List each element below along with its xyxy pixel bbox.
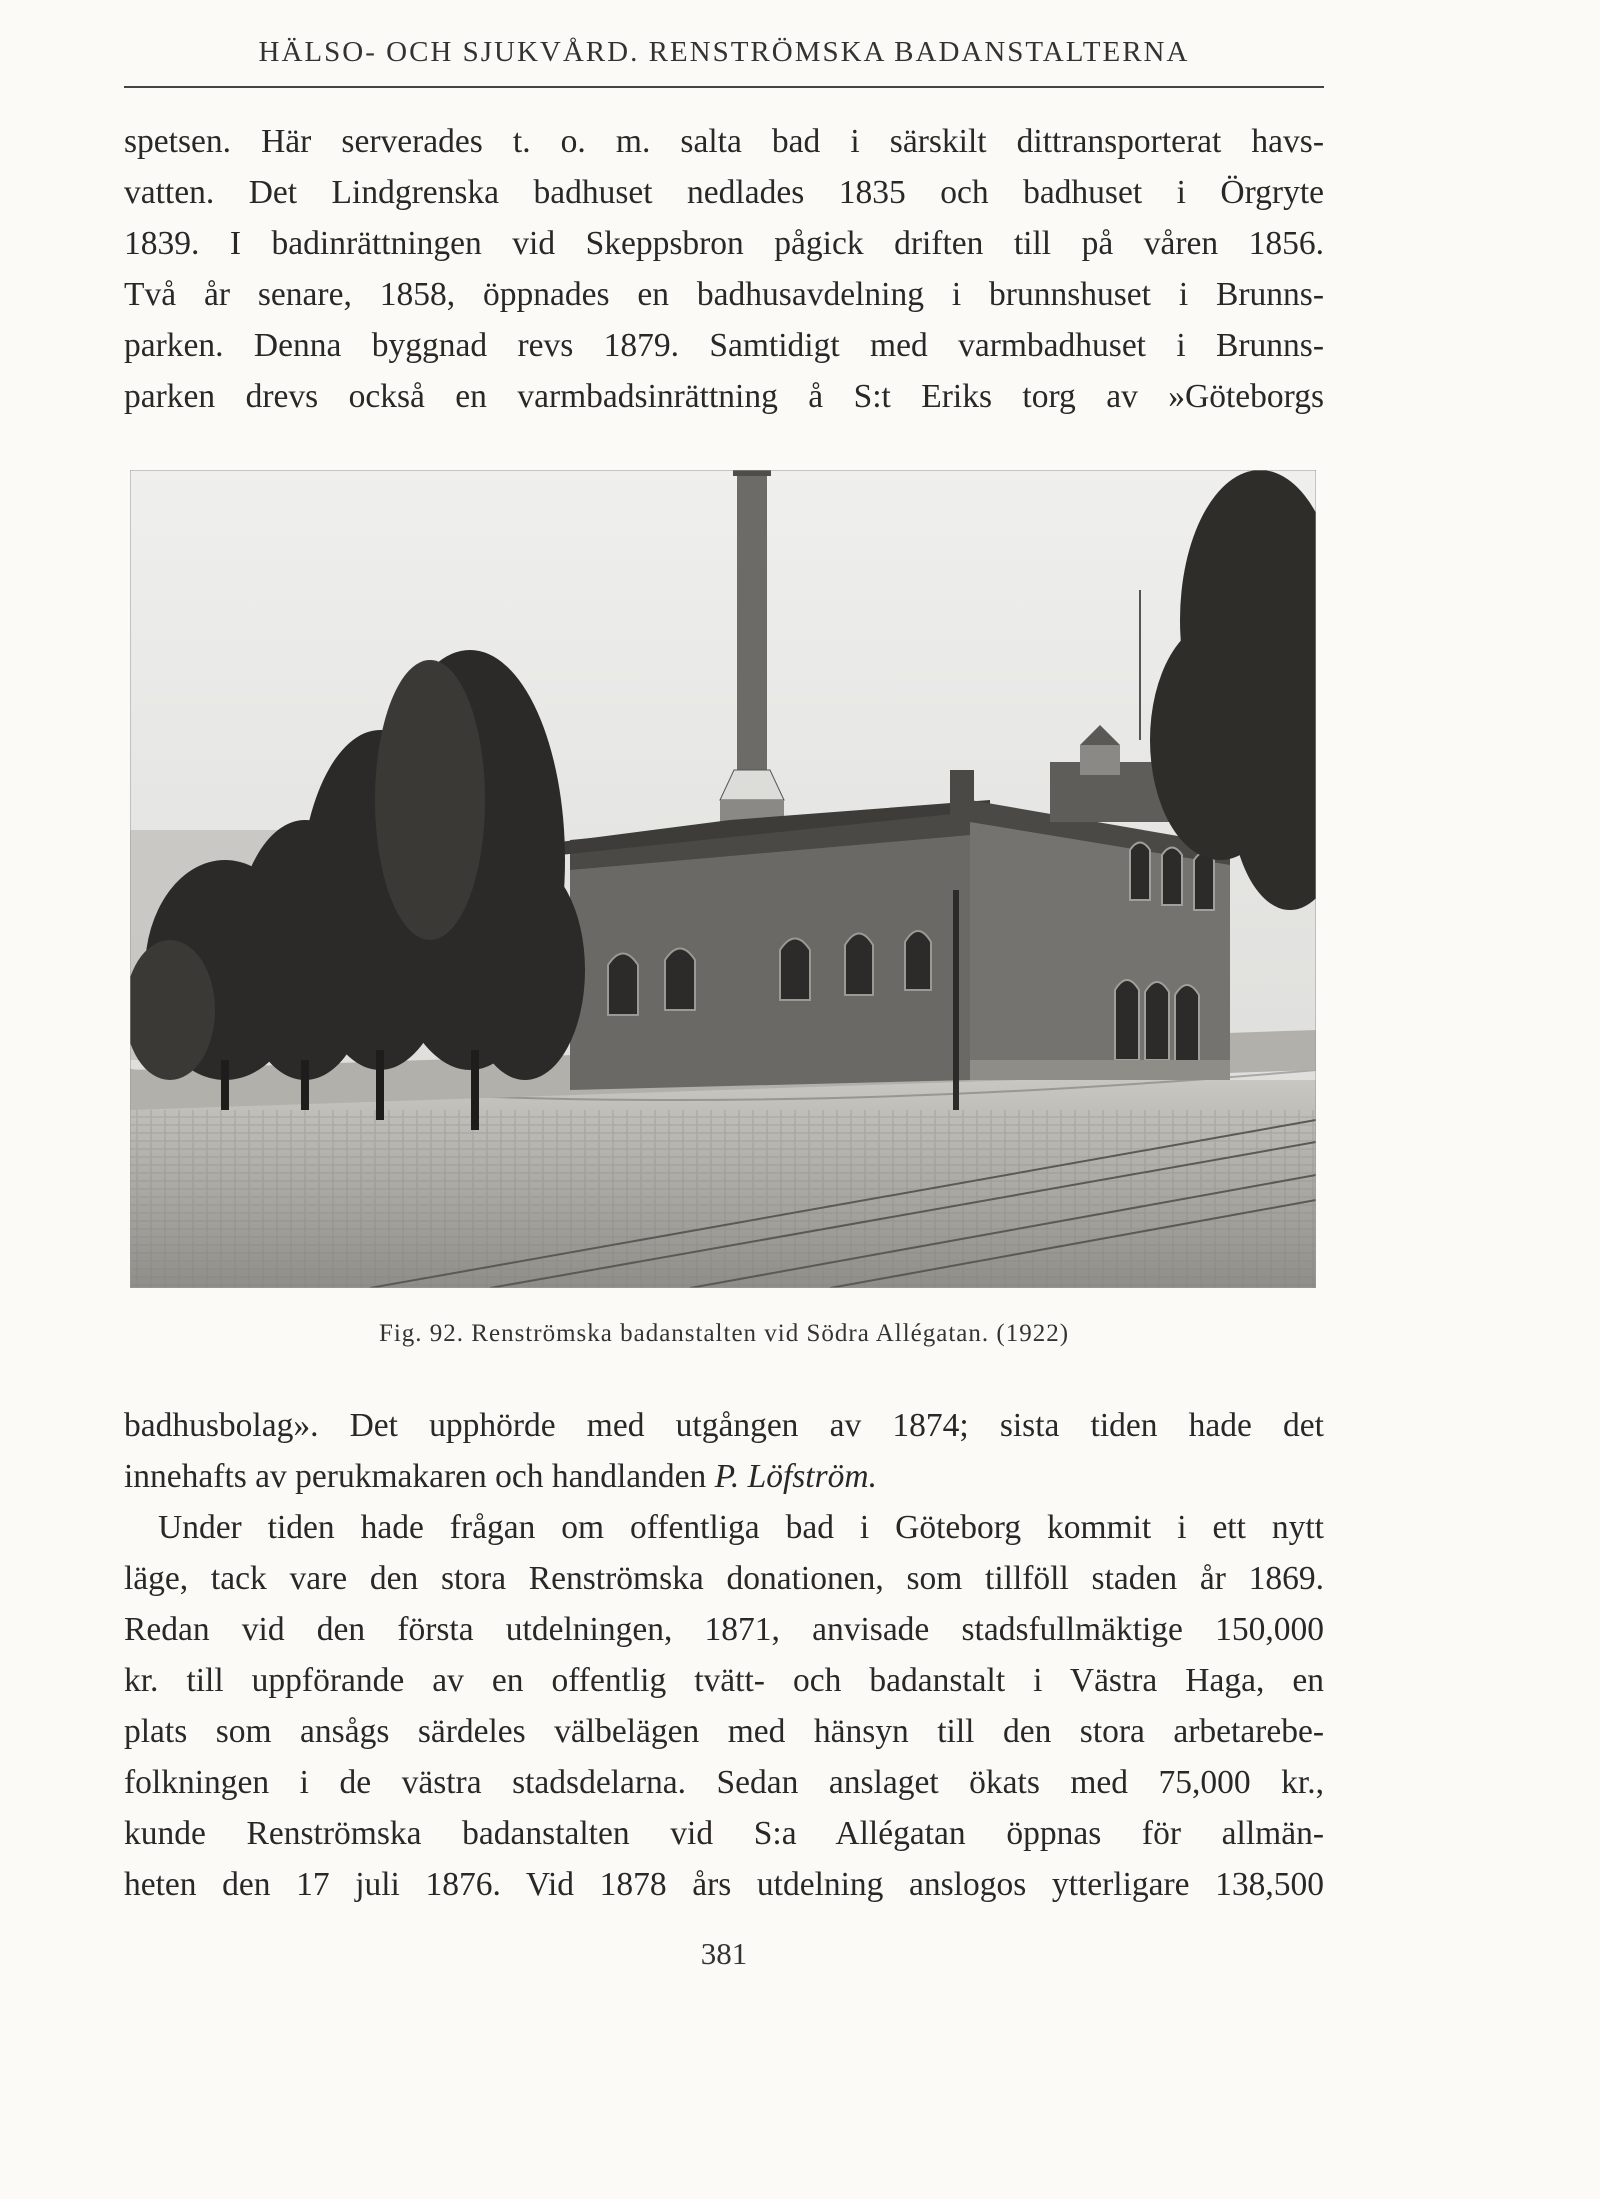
text-line: Under tiden hade frågan om offentliga bad i Göteborg kommit i ett nytt bbox=[158, 1509, 1324, 1546]
page-number: 381 bbox=[700, 1936, 748, 1971]
text-line: läge, tack vare den stora Renströmska donationen, som tillföll staden år 1869. bbox=[124, 1560, 1324, 1597]
text-line: badhusbolag». Det upphörde med utgången av 1874; sista tiden hade det bbox=[124, 1407, 1324, 1444]
text-line: kr. till uppförande av en offentlig tvätt- och badanstalt i Västra Haga, en bbox=[124, 1662, 1324, 1699]
person-name: P. Löfström. bbox=[714, 1458, 877, 1495]
text-line: spetsen. Här serverades t. o. m. salta bad i särskilt dittransporterat havs- bbox=[124, 123, 1324, 160]
text-line: vatten. Det Lindgrenska badhuset nedlades 1835 och badhuset i Örgryte bbox=[124, 174, 1324, 211]
paragraph-1 bbox=[124, 116, 1324, 422]
text-line: Två år senare, 1858, öppnades en badhusavdelning i brunnshuset i Brunns- bbox=[124, 276, 1324, 313]
text-segment: innehafts av perukmakaren och handlanden bbox=[124, 1458, 715, 1495]
bathhouse-photograph bbox=[130, 470, 1316, 1288]
text-line bbox=[124, 1451, 1324, 1502]
figure-caption: Fig. 92. Renströmska badanstalten vid Södra Allégatan. (1922) bbox=[378, 1320, 1070, 1347]
text-line: kunde Renströmska badanstalten vid S:a Allégatan öppnas för allmän- bbox=[124, 1815, 1324, 1852]
text-line: parken. Denna byggnad revs 1879. Samtidigt med varmbadhuset i Brunns- bbox=[124, 327, 1324, 364]
running-header: HÄLSO- OCH SJUKVÅRD. RENSTRÖMSKA BADANSTALTERNA bbox=[258, 36, 1190, 68]
text-line: folkningen i de västra stadsdelarna. Sedan anslaget ökats med 75,000 kr., bbox=[124, 1764, 1324, 1801]
text-line: plats som ansågs särdeles välbelägen med hänsyn till den stora arbetarebe- bbox=[124, 1713, 1324, 1750]
paragraph-3 bbox=[124, 1502, 1324, 1910]
text-line: heten den 17 juli 1876. Vid 1878 års utdelning anslogos ytterligare 138,500 bbox=[124, 1866, 1324, 1903]
header-rule bbox=[124, 86, 1324, 88]
paragraph-2 bbox=[124, 1400, 1324, 1502]
text-line: 1839. I badinrättningen vid Skeppsbron pågick driften till på våren 1856. bbox=[124, 225, 1324, 262]
text-line: Redan vid den första utdelningen, 1871, anvisade stadsfullmäktige 150,000 bbox=[124, 1611, 1324, 1648]
text-line: parken drevs också en varmbadsinrättning å S:t Eriks torg av »Göteborgs bbox=[124, 378, 1324, 415]
